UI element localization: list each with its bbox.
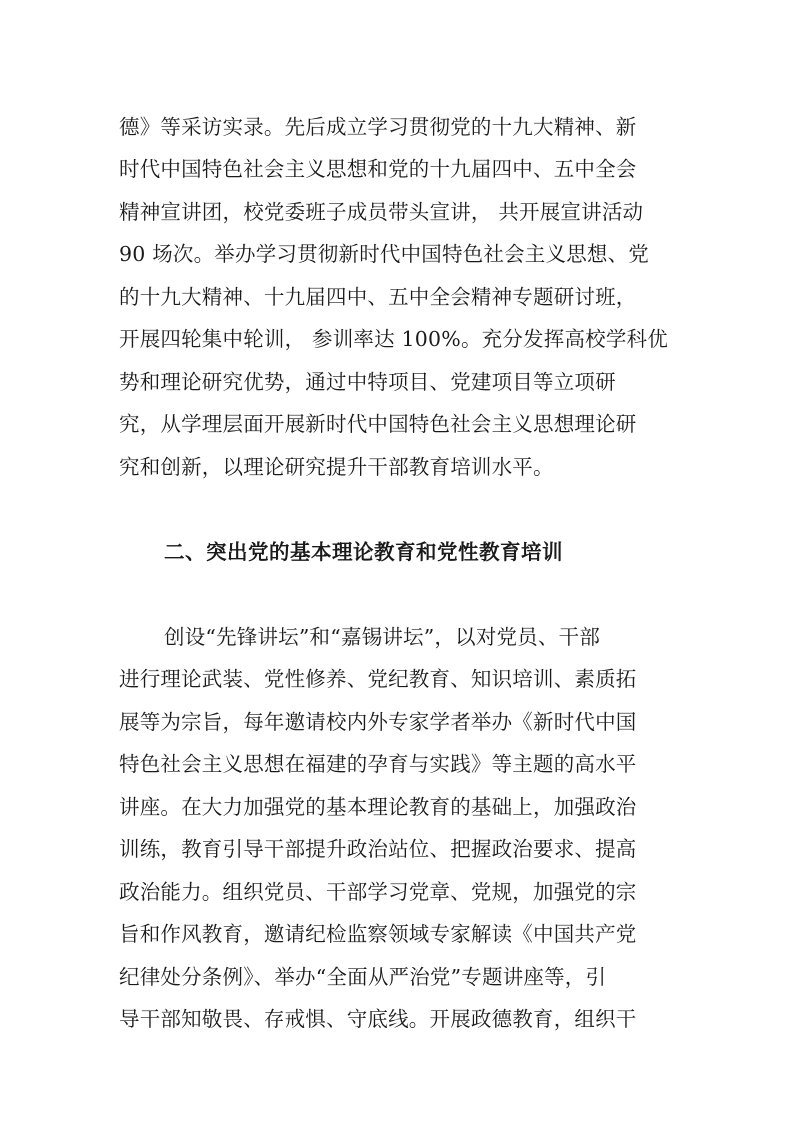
paragraph-1-line-3: 精神宣讲团，校党委班子成员带头宣讲， 共开展宣讲活动 — [119, 200, 644, 224]
paragraph-2-line-6: 训练，教育引导干部提升政治站位、把握政治要求、提高 — [119, 837, 637, 861]
paragraph-2-line-1: 创设“先锋讲坛”和“嘉锡讲坛”，以对党员、干部 — [164, 625, 601, 649]
section-heading: 二、突出党的基本理论教育和党性教育培训 — [164, 540, 563, 564]
paragraph-2-line-9: 纪律处分条例》、举办“全面从严治党”专题讲座等，引 — [119, 965, 607, 989]
paragraph-1-line-8: 究，从学理层面开展新时代中国特色社会主义思想理论研 — [119, 412, 637, 436]
paragraph-2-line-3: 展等为宗旨，每年邀请校内外专家学者举办《新时代中国 — [119, 710, 637, 734]
paragraph-2-line-2: 进行理论武装、党性修养、党纪教育、知识培训、素质拓 — [119, 667, 637, 691]
paragraph-2-line-4: 特色社会主义思想在福建的孕育与实践》等主题的高水平 — [119, 752, 637, 776]
paragraph-1-line-4: 90 场次。举办学习贯彻新时代中国特色社会主义思想、党 — [119, 242, 650, 266]
paragraph-1-line-6: 开展四轮集中轮训， 参训率达 100%。充分发挥高校学科优 — [119, 327, 668, 351]
paragraph-2-line-8: 旨和作风教育，邀请纪检监察领域专家解读《中国共产党 — [119, 922, 637, 946]
paragraph-1-line-5: 的十九大精神、十九届四中、五中全会精神专题研讨班， — [119, 285, 637, 309]
paragraph-1-line-9: 究和创新，以理论研究提升干部教育培训水平。 — [119, 455, 554, 479]
paragraph-1-line-2: 时代中国特色社会主义思想和党的十九届四中、五中全会 — [119, 157, 637, 181]
paragraph-2-line-7: 政治能力。组织党员、干部学习党章、党规，加强党的宗 — [119, 880, 637, 904]
paragraph-1-line-1: 德》等采访实录。先后成立学习贯彻党的十九大精神、新 — [119, 115, 637, 139]
paragraph-1-line-7: 势和理论研究优势，通过中特项目、党建项目等立项研 — [119, 370, 616, 394]
paragraph-2-line-10: 导干部知敬畏、存戒惧、守底线。开展政德教育，组织干 — [119, 1007, 637, 1031]
paragraph-2-line-5: 讲座。在大力加强党的基本理论教育的基础上，加强政治 — [119, 795, 637, 819]
